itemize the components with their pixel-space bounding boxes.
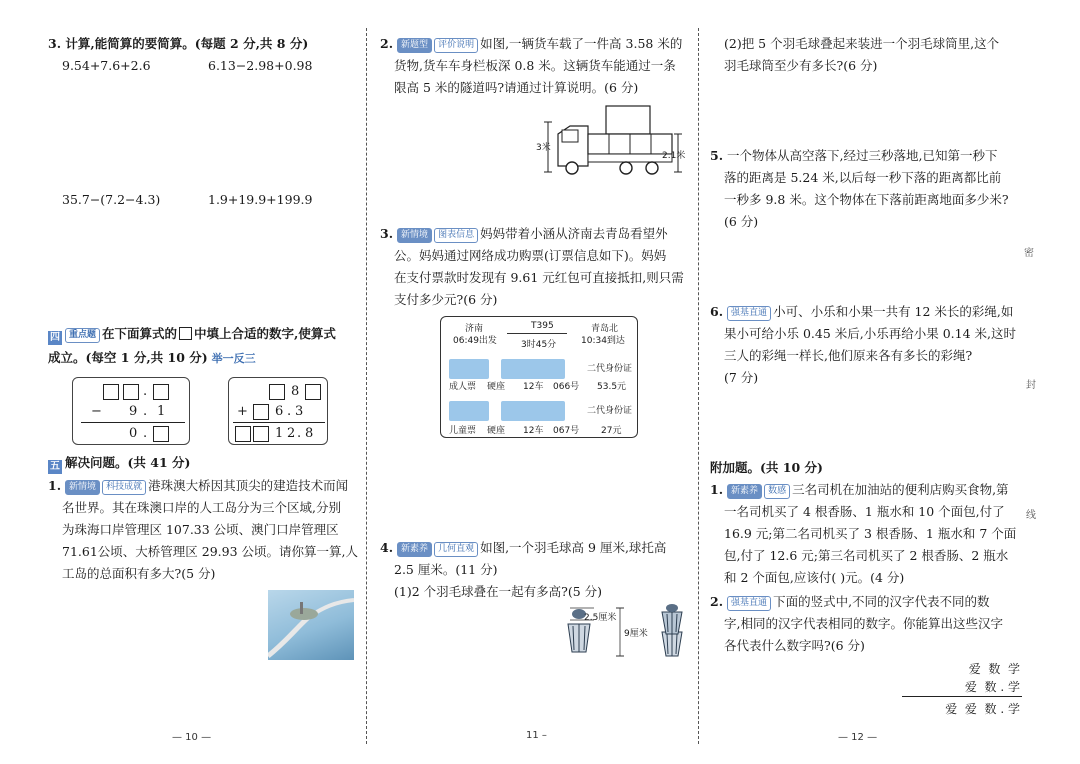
p1-l1: 港珠澳大桥因其顶尖的建造技术而闻 [148,478,349,493]
p6-l4: (7 分) [724,370,759,385]
puzzle-1-digit: 1 [157,404,166,419]
shuttlecock-diagram [560,604,710,660]
shuttle-base-label: 2.5厘米 [584,613,617,623]
p1-l4: 71.61公顷、大桥管理区 29.93 公顷。请你算一算,人 [62,544,358,559]
p5-l4: (6 分) [724,214,759,229]
sec4-line2: 成立。(每空 1 分,共 10 分) [48,350,208,365]
p1-line1 [48,478,348,495]
p1-l3: 为珠海口岸管理区 107.33 公顷、澳门口岸管理区 [62,522,339,537]
ticket-id2: 二代身份证 [587,406,633,416]
page-number-11: 11 – [526,730,547,741]
sec4-heading [48,326,336,345]
ticket-cell: 硬座 [487,426,506,436]
b1-tag1: 新素养 [727,484,762,499]
ticket-cell: 12车 [523,426,544,436]
p1-l2: 名世界。其在珠澳口岸的人工岛分为三个区域,分别 [62,500,341,515]
sec4-tag: 重点题 [65,328,100,343]
puzzle-1-dot: . [143,404,148,419]
vertical-row-3: 爱 爱 数 . 学 [945,702,1020,716]
vertical-row-2: 爱 数 . 学 [964,680,1020,694]
puzzle-2-box[interactable] [253,426,269,442]
ticket-duration: 3时45分 [521,340,557,350]
b2-l2: 字,相同的汉字代表相同的数字。你能算出这些汉字 [724,616,1003,631]
p4-l1: 如图,一个羽毛球高 9 厘米,球托高 [480,540,667,555]
ticket-train: T395 [531,321,554,331]
sec4-line1-b: 中填上合适的数字,使算式 [194,326,336,341]
p4-sub2-l2: 羽毛球筒至少有多长?(6 分) [724,58,878,73]
calc-c: 35.7−(7.2−4.3) [62,192,161,207]
p4-tag2: 几何直观 [434,542,478,557]
p3-l4: 支付多少元?(6 分) [394,292,498,307]
puzzle-2-digit: 2 [287,426,296,441]
p4-num: 4. [380,540,394,555]
shuttle-height-label: 9厘米 [624,629,648,639]
puzzle-1-dot: . [143,384,148,399]
ticket-cell: 12车 [523,382,544,392]
puzzle-2-dot: . [287,404,292,419]
ticket-cell: 硬座 [487,382,506,392]
p1-tag2: 科技成就 [102,480,146,495]
p3-tag1: 新情境 [397,228,432,243]
p2-num: 2. [380,36,394,51]
vertical-rule [902,696,1022,697]
p5-l1: 一个物体从高空落下,经过三秒落地,已知第一秒下 [727,148,998,163]
p1-num: 1. [48,478,62,493]
p2-tag2: 评价说明 [434,38,478,53]
train-ticket [440,316,638,438]
minus-sign: − [91,404,102,419]
p5-line1 [710,148,998,164]
b2-num: 2. [710,594,724,609]
p2-l1: 如图,一辆货车载了一件高 3.58 米的 [480,36,683,51]
ticket-qr-blur [449,401,489,421]
puzzle-1 [72,377,190,445]
p6-l3: 三人的彩绳一样长,他们原来各有多长的彩绳? [724,348,973,363]
truck-icon [536,104,688,178]
p6-l1: 小可、小乐和小果一共有 12 米长的彩绳,如 [773,304,1014,319]
sec4-link[interactable]: 举一反三 [211,352,256,365]
b1-l1: 三名司机在加油站的便利店购买食物,第 [792,482,1009,497]
b2-line1 [710,594,990,611]
ticket-to: 青岛北 [591,324,619,334]
p6-num: 6. [710,304,724,319]
chinese-addition-puzzle [900,660,1024,720]
puzzle-2-box[interactable] [253,404,269,420]
b1-l2: 一名司机买了 4 根香肠、1 瓶水和 10 个面包,付了 [724,504,1005,519]
b1-tag2: 数感 [764,484,790,499]
p5-l2: 落的距离是 5.24 米,以后每一秒下落的距离都比前 [724,170,1002,185]
ticket-name-blur [501,401,565,421]
truck-rail-label: 2.1米 [662,151,686,161]
b2-l3: 各代表什么数字吗?(6 分) [724,638,865,653]
vertical-row-1: 爱 数 学 [968,662,1020,676]
p2-l3: 限高 5 米的隧道吗?请通过计算说明。(6 分) [394,80,639,95]
ticket-qr-blur [449,359,489,379]
puzzle-1-digit: 9 [129,404,138,419]
puzzle-2-digit: 6 [275,404,284,419]
p3-tag2: 图表信息 [434,228,478,243]
puzzle-2-rule [233,422,325,423]
p5-num: 5. [710,148,724,163]
sec4-line2-row [48,350,256,367]
ticket-cell: 067号 [553,426,580,436]
b2-tag: 强基直通 [727,596,771,611]
q3-title: 3. 计算,能简算的要简算。(每题 2 分,共 8 分) [48,36,309,51]
ticket-arrival: 10:34到达 [581,336,625,346]
puzzle-1-box[interactable] [153,426,169,442]
puzzle-2-dot: . [297,426,302,441]
puzzle-2-box[interactable] [269,384,285,400]
p3-line1 [380,226,668,243]
ticket-from: 济南 [465,324,484,334]
p4-tag1: 新素养 [397,542,432,557]
p4-sub1: (1)2 个羽毛球叠在一起有多高?(5 分) [394,584,603,599]
puzzle-2-box[interactable] [305,384,321,400]
sec5-heading [48,455,190,474]
truck-diagram [536,104,688,178]
margin-seal-1: 密 [1024,248,1034,259]
margin-seal-3: 线 [1026,510,1036,521]
puzzle-2-digit: 3 [295,404,304,419]
p5-l3: 一秒多 9.8 米。这个物体在下落前距离地面多少米? [724,192,1009,207]
p3-l2: 公。妈妈通过网络成功购票(订票信息如下)。妈妈 [394,248,667,263]
ticket-cell: 成人票 [449,382,477,392]
puzzle-1-rule [81,422,185,423]
b2-l1: 下面的竖式中,不同的汉字代表不同的数 [773,594,990,609]
puzzle-1-dot: . [143,426,148,441]
puzzle-2-digit: 8 [305,426,314,441]
ticket-name-blur [501,359,565,379]
p3-l1: 妈妈带着小涵从济南去青岛看望外 [480,226,668,241]
p2-line1 [380,36,682,53]
sec5-badge: 五 [50,461,60,472]
p2-l2: 货物,货车车身栏板深 0.8 米。这辆货车能通过一条 [394,58,676,73]
sec4-badge: 四 [50,332,60,343]
b1-line1 [710,482,1009,499]
ticket-id1: 二代身份证 [587,364,633,374]
calc-b: 6.13−2.98+0.98 [208,58,313,73]
puzzle-2-digit: 1 [275,426,284,441]
page-number-10: — 10 — [172,732,212,743]
b1-l4: 包,付了 12.6 元;第三名司机买了 2 根香肠、2 瓶水 [724,548,1009,563]
p3-num: 3. [380,226,394,241]
p6-line1 [710,304,1013,321]
b1-num: 1. [710,482,724,497]
ticket-cell: 儿童票 [449,426,477,436]
puzzle-2-digit: 8 [291,384,300,399]
puzzle-1-box[interactable] [103,384,119,400]
p4-line1 [380,540,666,557]
puzzle-1-box[interactable] [153,384,169,400]
b1-l5: 和 2 个面包,应该付( )元。(4 分) [724,570,905,585]
sec4-line1-a: 在下面算式的 [102,326,178,341]
margin-seal-2: 封 [1026,380,1036,391]
b1-l3: 16.9 元;第二名司机买了 3 根香肠、1 瓶水和 7 个面 [724,526,1017,541]
puzzle-2 [228,377,328,445]
puzzle-2-box[interactable] [235,426,251,442]
answer-box-icon [179,327,192,340]
p3-l3: 在支付票款时发现有 9.61 元红包可直接抵扣,则只需 [394,270,684,285]
calc-d: 1.9+19.9+199.9 [208,192,313,207]
puzzle-1-box[interactable] [123,384,139,400]
p1-l5: 工岛的总面积有多大?(5 分) [62,566,216,581]
sec5-title: 解决问题。(共 41 分) [65,455,191,470]
ticket-arrow [507,333,567,334]
puzzle-1-digit: 0 [129,426,138,441]
plus-sign: + [237,404,248,419]
page-number-12: — 12 — [838,732,878,743]
ticket-cell: 53.5元 [597,382,627,392]
truck-height-label: 3米 [536,143,551,153]
ticket-departure: 06:49出发 [453,336,497,346]
bridge-island-photo [268,590,354,660]
column-divider [698,28,699,744]
p6-tag: 强基直通 [727,306,771,321]
p4-sub2-l1: (2)把 5 个羽毛球叠起来装进一个羽毛球筒里,这个 [724,36,1000,51]
bonus-title: 附加题。(共 10 分) [710,460,823,475]
calc-a: 9.54+7.6+2.6 [62,58,151,73]
p6-l2: 果小可给小乐 0.45 米后,小乐再给小果 0.14 米,这时 [724,326,1017,341]
ticket-cell: 27元 [601,426,622,436]
column-divider [366,28,367,744]
p4-l2: 2.5 厘米。(11 分) [394,562,498,577]
ticket-cell: 066号 [553,382,580,392]
p1-tag1: 新情境 [65,480,100,495]
p2-tag1: 新题型 [397,38,432,53]
